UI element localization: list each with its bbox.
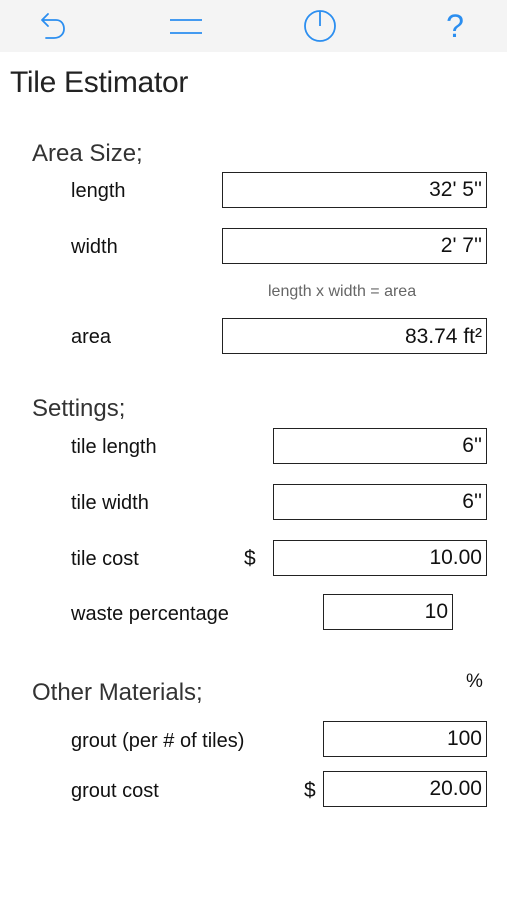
length-label: length (71, 180, 126, 202)
percent-symbol: % (466, 671, 483, 692)
tile-width-input[interactable] (273, 484, 487, 520)
grout-cost-currency: $ (304, 779, 316, 802)
width-input[interactable] (222, 228, 487, 264)
waste-percentage-label: waste percentage (71, 603, 229, 625)
tile-width-label: tile width (71, 492, 149, 514)
grout-cost-input[interactable] (323, 771, 487, 807)
area-value: 83.74 ft² (404, 325, 482, 348)
top-toolbar (0, 0, 507, 52)
tile-length-input[interactable] (273, 428, 487, 464)
section-heading-other-materials: Other Materials; (32, 679, 203, 706)
power-icon[interactable] (300, 6, 340, 46)
undo-arrow-icon[interactable] (32, 6, 72, 46)
waste-percentage-input[interactable] (323, 594, 453, 630)
area-label: area (71, 326, 112, 348)
tile-length-label: tile length (71, 436, 157, 458)
page-title: Tile Estimator (10, 66, 189, 99)
width-label: width (71, 236, 118, 258)
help-question-icon[interactable]: ? (446, 8, 464, 44)
length-input[interactable] (222, 172, 487, 208)
menu-lines-icon[interactable] (166, 6, 206, 46)
grout-tiles-input[interactable] (323, 721, 487, 757)
section-heading-settings: Settings; (32, 395, 126, 422)
area-output (222, 318, 487, 354)
tile-cost-label: tile cost (71, 548, 139, 570)
formula-hint: length x width = area (268, 283, 417, 300)
tile-cost-input[interactable] (273, 540, 487, 576)
grout-label: grout (per # of tiles) (71, 730, 245, 752)
section-heading-area-size: Area Size; (32, 140, 143, 167)
tile-cost-currency: $ (244, 547, 256, 570)
grout-cost-label: grout cost (71, 780, 159, 802)
